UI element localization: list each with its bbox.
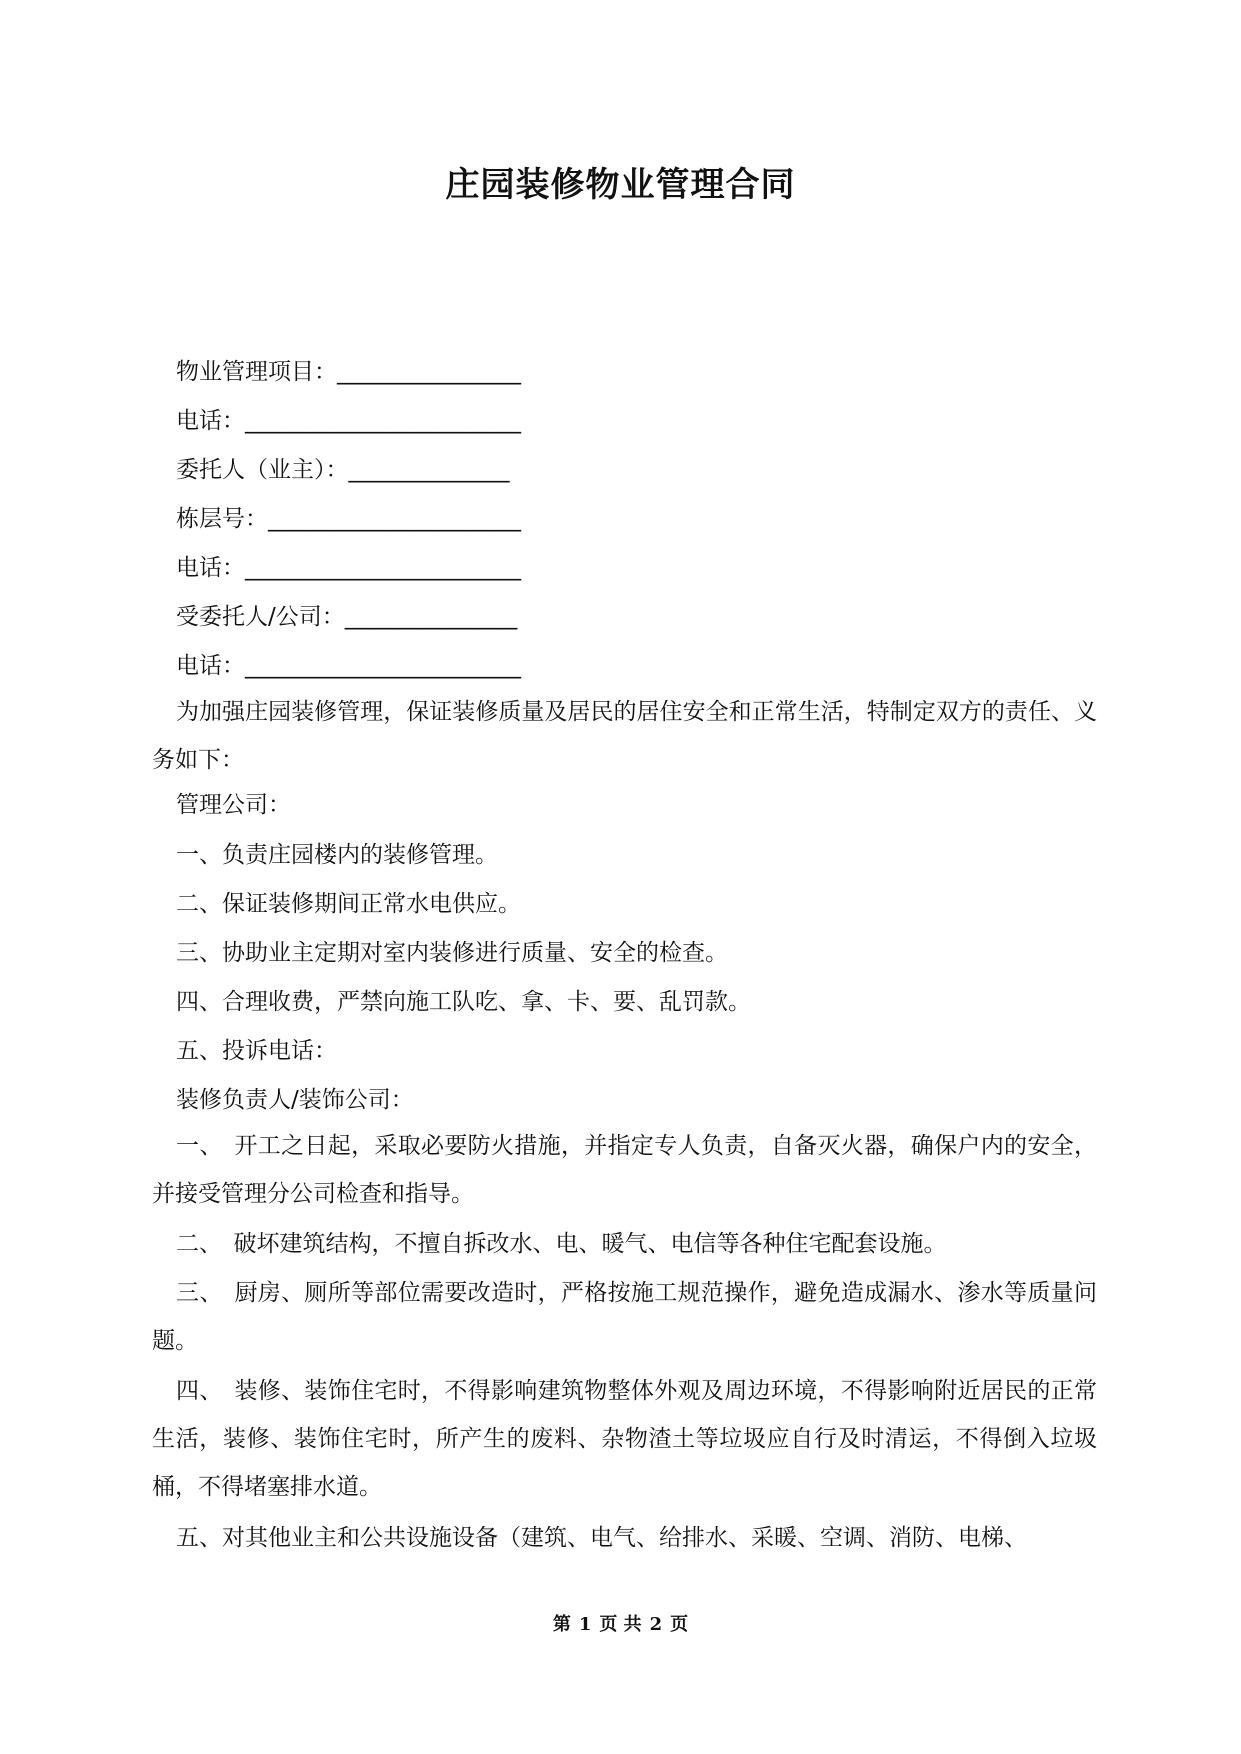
document-title: 庄园装修物业管理合同 <box>445 165 796 205</box>
field-building-floor <box>176 504 521 534</box>
field-blank: _______________ <box>344 604 518 630</box>
field-phone-2 <box>176 553 521 583</box>
field-blank: ________________________ <box>245 408 521 434</box>
field-label: 电话： <box>176 408 245 434</box>
footer-total-pages: 2 <box>649 1614 663 1635</box>
field-property-project <box>176 357 521 387</box>
field-blank: ________________________ <box>245 653 521 679</box>
field-phone-3 <box>176 651 521 681</box>
management-item: 二、保证装修期间正常水电供应。 <box>176 891 521 917</box>
field-label: 电话： <box>176 555 245 581</box>
field-blank: ______________ <box>348 457 510 483</box>
contractor-heading: 装修负责人/装饰公司： <box>176 1087 414 1113</box>
management-item: 五、投诉电话： <box>176 1038 337 1064</box>
field-client-owner <box>176 455 510 485</box>
contractor-item: 四、 装修、装饰住宅时，不得影响建筑物整体外观及周边环境，不得影响附近居民的正常生活，装修、装饰住宅时，所产生的废料、杂物渣土等垃圾应自行及时清运，不得倒入垃圾桶，不得堵塞排水道。 <box>152 1378 1097 1500</box>
footer-middle: 页 共 <box>599 1614 642 1635</box>
management-heading: 管理公司： <box>176 792 291 818</box>
field-label: 物业管理项目： <box>176 359 337 385</box>
management-item: 一、负责庄园楼内的装修管理。 <box>176 842 498 868</box>
management-item: 三、协助业主定期对室内装修进行质量、安全的检查。 <box>176 940 728 966</box>
intro-paragraph: 为加强庄园装修管理，保证装修质量及居民的居住安全和正常生活，特制定双方的责任、义务如下： <box>152 699 1097 773</box>
management-item: 四、合理收费，严禁向施工队吃、拿、卡、要、乱罚款。 <box>176 989 751 1015</box>
footer-page-number: 1 <box>578 1614 592 1635</box>
contractor-item: 二、 破坏建筑结构，不擅自拆改水、电、暖气、电信等各种住宅配套设施。 <box>176 1231 947 1257</box>
footer-prefix: 第 <box>552 1614 571 1635</box>
contractor-item: 五、对其他业主和公共设施设备（建筑、电气、给排水、采暖、空调、消防、电梯、 <box>176 1525 1027 1551</box>
field-blank: ________________________ <box>245 555 521 581</box>
page-footer <box>0 1610 1241 1636</box>
field-label: 委托人（业主）： <box>176 457 349 483</box>
field-label: 栋层号： <box>176 506 268 532</box>
field-blank: ______________________ <box>268 506 521 532</box>
field-phone-1 <box>176 406 521 436</box>
field-label: 受委托人/公司： <box>176 604 345 630</box>
field-blank: ________________ <box>337 359 521 385</box>
field-label: 电话： <box>176 653 245 679</box>
footer-suffix: 页 <box>670 1614 689 1635</box>
contractor-item: 一、 开工之日起，采取必要防火措施，并指定专人负责，自备灭火器，确保户内的安全，并接受管理分公司检查和指导。 <box>152 1133 1097 1207</box>
field-trustee-company <box>176 602 517 632</box>
contractor-item: 三、 厨房、厕所等部位需要改造时，严格按施工规范操作，避免造成漏水、渗水等质量问题。 <box>152 1280 1097 1354</box>
